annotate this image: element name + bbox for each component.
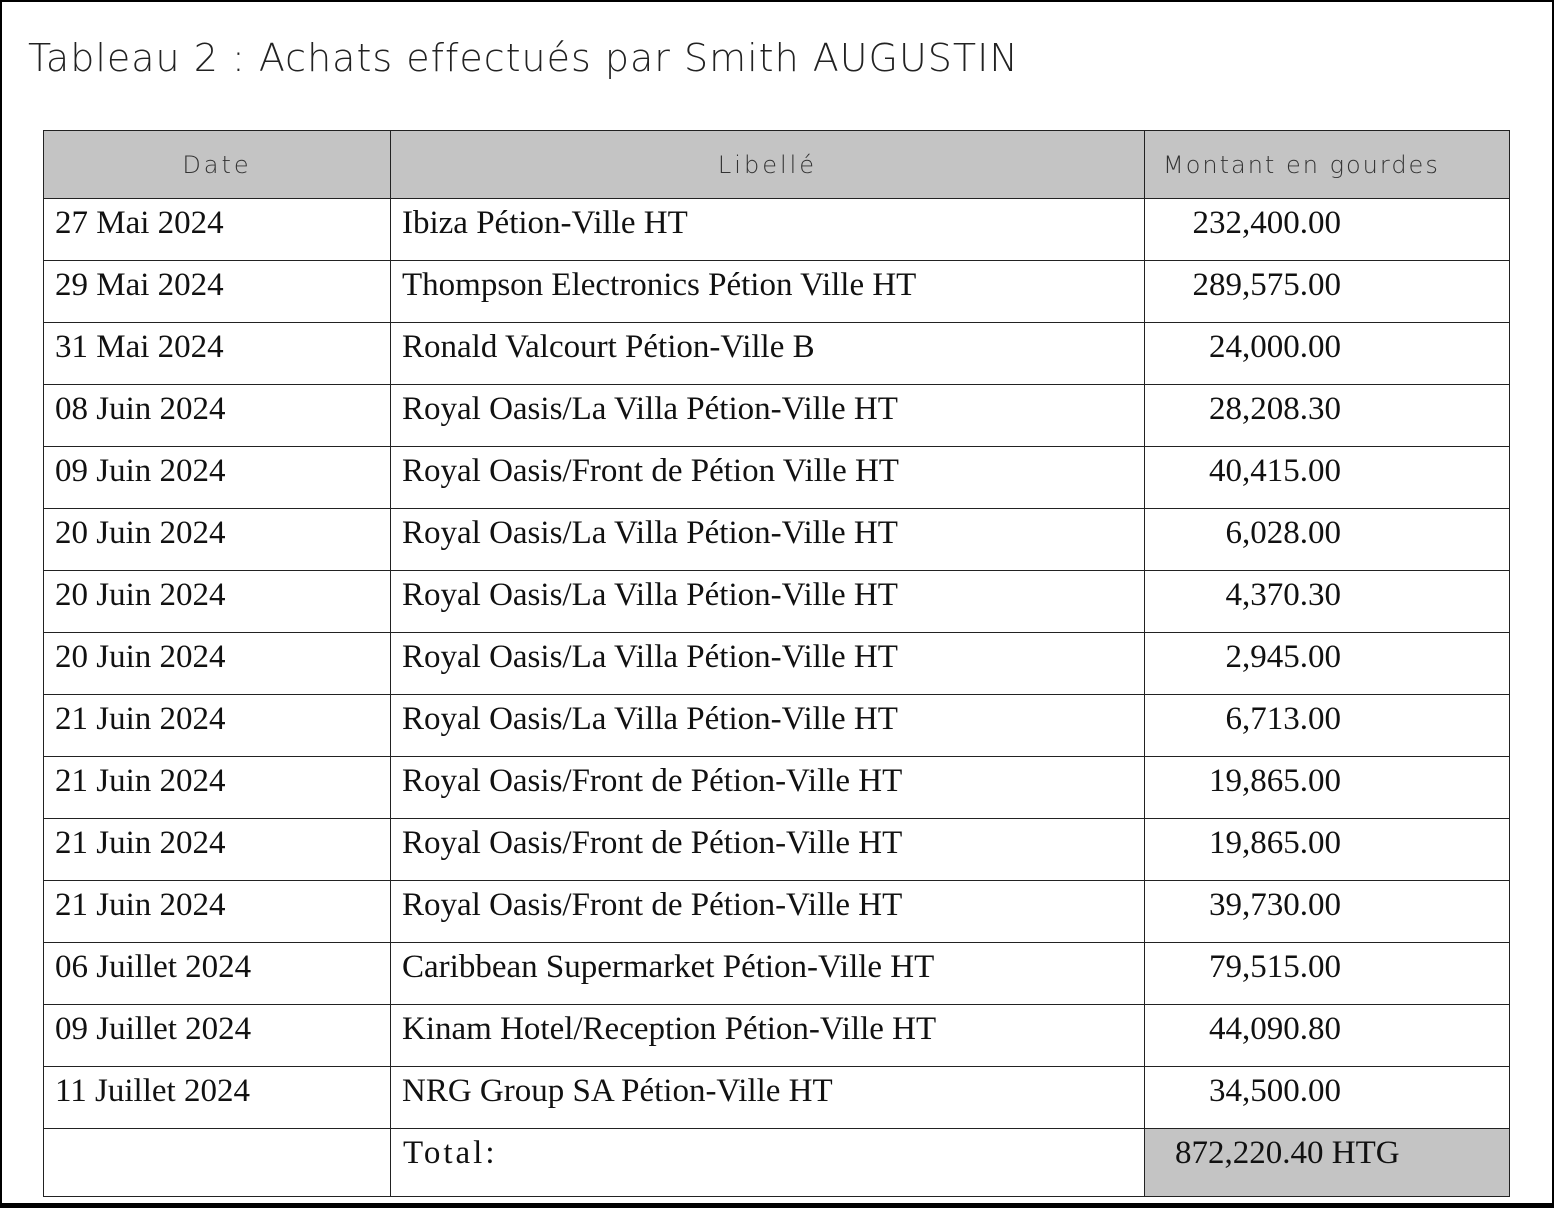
date-cell: 20 Juin 2024	[44, 571, 391, 633]
amount-cell: 39,730.00	[1145, 881, 1510, 943]
table-row	[44, 199, 1510, 261]
total-value: 872,220.40 HTG	[1145, 1129, 1510, 1197]
table-row	[44, 1067, 1510, 1129]
label-cell: Royal Oasis/Front de Pétion-Ville HT	[391, 881, 1145, 943]
total-row	[44, 1129, 1510, 1197]
table-body	[44, 199, 1510, 1129]
amount-cell: 28,208.30	[1145, 385, 1510, 447]
date-cell: 29 Mai 2024	[44, 261, 391, 323]
amount-cell: 19,865.00	[1145, 819, 1510, 881]
table-row	[44, 633, 1510, 695]
table-title: Tableau 2 : Achats effectués par Smith AUGUSTIN	[28, 36, 1019, 80]
date-cell: 21 Juin 2024	[44, 695, 391, 757]
date-cell: 08 Juin 2024	[44, 385, 391, 447]
label-cell: Royal Oasis/La Villa Pétion-Ville HT	[391, 695, 1145, 757]
amount-cell: 289,575.00	[1145, 261, 1510, 323]
amount-cell: 34,500.00	[1145, 1067, 1510, 1129]
date-cell: 11 Juillet 2024	[44, 1067, 391, 1129]
total-empty-cell	[44, 1129, 391, 1197]
table-row	[44, 881, 1510, 943]
amount-cell: 44,090.80	[1145, 1005, 1510, 1067]
label-cell: Royal Oasis/La Villa Pétion-Ville HT	[391, 509, 1145, 571]
amount-cell: 19,865.00	[1145, 757, 1510, 819]
label-cell: Royal Oasis/Front de Pétion Ville HT	[391, 447, 1145, 509]
label-cell: Caribbean Supermarket Pétion-Ville HT	[391, 943, 1145, 1005]
header-label: Libellé	[391, 131, 1145, 199]
date-cell: 27 Mai 2024	[44, 199, 391, 261]
purchases-table	[43, 130, 1510, 1197]
table-row	[44, 447, 1510, 509]
table-row	[44, 695, 1510, 757]
date-cell: 09 Juillet 2024	[44, 1005, 391, 1067]
date-cell: 20 Juin 2024	[44, 633, 391, 695]
amount-cell: 40,415.00	[1145, 447, 1510, 509]
date-cell: 09 Juin 2024	[44, 447, 391, 509]
table-row	[44, 509, 1510, 571]
table-row	[44, 1005, 1510, 1067]
header-date: Date	[44, 131, 391, 199]
date-cell: 06 Juillet 2024	[44, 943, 391, 1005]
label-cell: Royal Oasis/Front de Pétion-Ville HT	[391, 757, 1145, 819]
date-cell: 21 Juin 2024	[44, 819, 391, 881]
label-cell: Kinam Hotel/Reception Pétion-Ville HT	[391, 1005, 1145, 1067]
label-cell: Ibiza Pétion-Ville HT	[391, 199, 1145, 261]
label-cell: Royal Oasis/La Villa Pétion-Ville HT	[391, 385, 1145, 447]
amount-cell: 232,400.00	[1145, 199, 1510, 261]
table-row	[44, 943, 1510, 1005]
amount-cell: 4,370.30	[1145, 571, 1510, 633]
header-row	[44, 131, 1510, 199]
table-row	[44, 571, 1510, 633]
table-row	[44, 261, 1510, 323]
label-cell: Thompson Electronics Pétion Ville HT	[391, 261, 1145, 323]
amount-cell: 2,945.00	[1145, 633, 1510, 695]
header-amount: Montant en gourdes	[1145, 131, 1510, 199]
label-cell: Royal Oasis/Front de Pétion-Ville HT	[391, 819, 1145, 881]
table-row	[44, 385, 1510, 447]
date-cell: 21 Juin 2024	[44, 757, 391, 819]
label-cell: NRG Group SA Pétion-Ville HT	[391, 1067, 1145, 1129]
date-cell: 21 Juin 2024	[44, 881, 391, 943]
amount-cell: 24,000.00	[1145, 323, 1510, 385]
table-row	[44, 323, 1510, 385]
table-row	[44, 757, 1510, 819]
amount-cell: 6,028.00	[1145, 509, 1510, 571]
label-cell: Royal Oasis/La Villa Pétion-Ville HT	[391, 571, 1145, 633]
date-cell: 31 Mai 2024	[44, 323, 391, 385]
amount-cell: 6,713.00	[1145, 695, 1510, 757]
amount-cell: 79,515.00	[1145, 943, 1510, 1005]
label-cell: Ronald Valcourt Pétion-Ville B	[391, 323, 1145, 385]
table-row	[44, 819, 1510, 881]
total-label: Total:	[391, 1129, 1145, 1197]
date-cell: 20 Juin 2024	[44, 509, 391, 571]
label-cell: Royal Oasis/La Villa Pétion-Ville HT	[391, 633, 1145, 695]
